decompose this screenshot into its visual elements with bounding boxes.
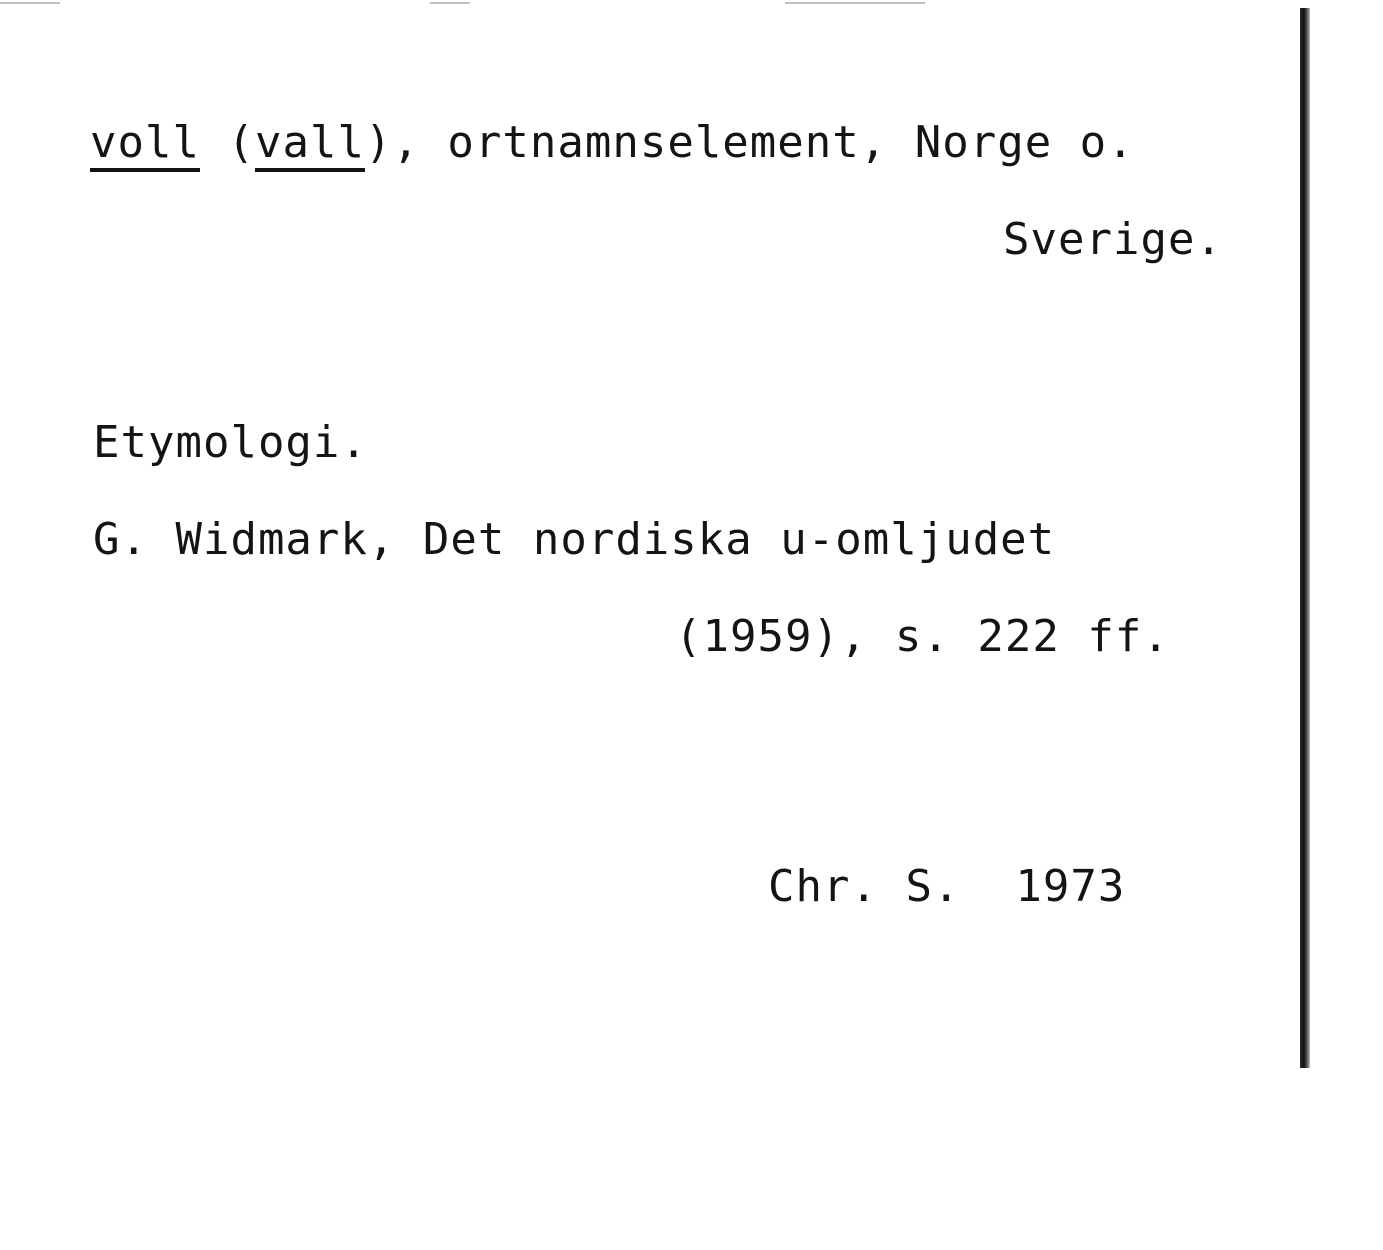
scan-speck bbox=[785, 2, 925, 4]
card-right-edge bbox=[1300, 8, 1310, 1068]
headword-continuation: Sverige. bbox=[1003, 214, 1223, 265]
scan-speck bbox=[430, 2, 470, 4]
reference-line-1: G. Widmark, Det nordiska u-omljudet bbox=[93, 514, 1056, 565]
section-heading: Etymologi. bbox=[93, 417, 368, 468]
headword-description: ), ortnamnselement, Norge o. bbox=[364, 117, 1135, 168]
headword-open-paren: ( bbox=[227, 117, 255, 168]
signature: Chr. S. 1973 bbox=[768, 861, 1126, 912]
headword-variant: vall bbox=[255, 117, 365, 172]
headword-line bbox=[90, 118, 1135, 168]
headword-term: voll bbox=[90, 117, 200, 172]
scan-speck bbox=[0, 2, 60, 4]
scan-artifacts bbox=[0, 2, 1383, 8]
reference-line-2: (1959), s. 222 ff. bbox=[675, 611, 1170, 662]
